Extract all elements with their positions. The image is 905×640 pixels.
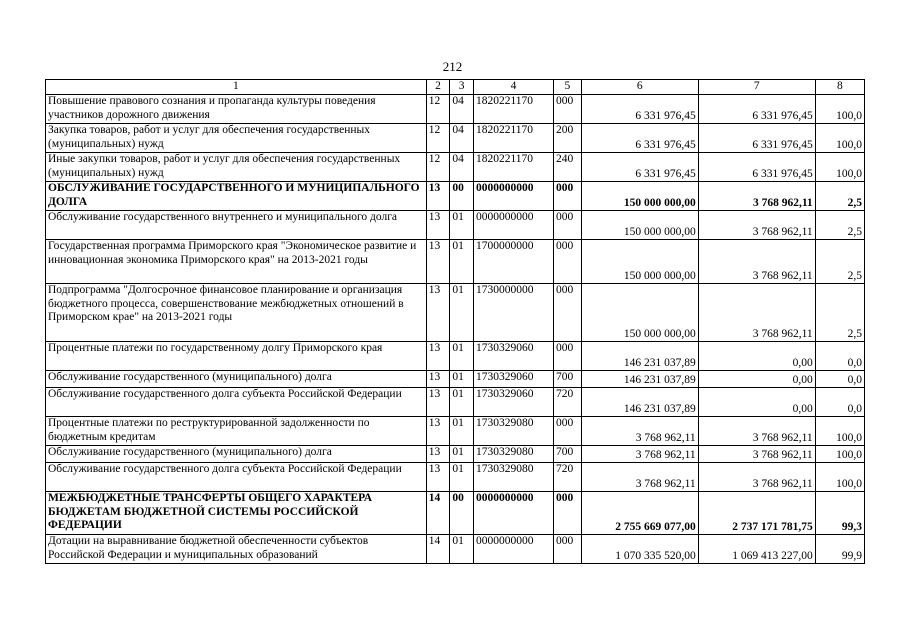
expense-type-cell: 000 bbox=[553, 492, 581, 535]
actual-amount-cell: 0,00 bbox=[698, 388, 815, 417]
section-code-cell: 14 bbox=[426, 535, 450, 564]
row-name-cell: Подпрограмма "Долгосрочное финансовое планирование и организация бюджетного процесса, совершенствование межбюджетных отношений в Приморском крае" на 2013-2021 годы bbox=[46, 284, 427, 342]
expense-type-cell: 000 bbox=[553, 211, 581, 240]
page-number: 212 bbox=[442, 59, 463, 74]
planned-amount-cell: 146 231 037,89 bbox=[581, 342, 698, 371]
planned-amount-cell: 6 331 976,45 bbox=[581, 124, 698, 153]
actual-amount-cell: 0,00 bbox=[698, 342, 815, 371]
actual-amount-cell: 3 768 962,11 bbox=[698, 417, 815, 446]
expense-type-cell: 200 bbox=[553, 124, 581, 153]
table-row bbox=[46, 446, 865, 463]
row-name-cell: ОБСЛУЖИВАНИЕ ГОСУДАРСТВЕННОГО И МУНИЦИПАЛЬНОГО ДОЛГА bbox=[46, 182, 427, 211]
table-row bbox=[46, 417, 865, 446]
target-article-cell: 1730329060 bbox=[473, 388, 553, 417]
execution-percent-cell: 100,0 bbox=[815, 417, 864, 446]
subsection-code-cell: 01 bbox=[450, 417, 474, 446]
execution-percent-cell: 2,5 bbox=[815, 182, 864, 211]
section-code-cell: 13 bbox=[426, 240, 450, 284]
planned-amount-cell: 3 768 962,11 bbox=[581, 463, 698, 492]
target-article-cell: 1730329060 bbox=[473, 342, 553, 371]
actual-amount-cell: 6 331 976,45 bbox=[698, 153, 815, 182]
actual-amount-cell: 6 331 976,45 bbox=[698, 124, 815, 153]
target-article-cell: 0000000000 bbox=[473, 535, 553, 564]
target-article-cell: 1820221170 bbox=[473, 153, 553, 182]
section-code-cell: 13 bbox=[426, 446, 450, 463]
section-code-cell: 13 bbox=[426, 417, 450, 446]
table-row bbox=[46, 388, 865, 417]
execution-percent-cell: 100,0 bbox=[815, 124, 864, 153]
execution-percent-cell: 100,0 bbox=[815, 153, 864, 182]
execution-percent-cell: 0,0 bbox=[815, 371, 864, 388]
planned-amount-cell: 2 755 669 077,00 bbox=[581, 492, 698, 535]
table-row bbox=[46, 371, 865, 388]
execution-percent-cell: 0,0 bbox=[815, 388, 864, 417]
execution-percent-cell: 100,0 bbox=[815, 463, 864, 492]
actual-amount-cell: 3 768 962,11 bbox=[698, 240, 815, 284]
subsection-code-cell: 04 bbox=[450, 95, 474, 124]
header-cell: 2 bbox=[426, 80, 450, 95]
target-article-cell: 1730329080 bbox=[473, 446, 553, 463]
planned-amount-cell: 3 768 962,11 bbox=[581, 446, 698, 463]
section-code-cell: 12 bbox=[426, 124, 450, 153]
subsection-code-cell: 00 bbox=[450, 492, 474, 535]
actual-amount-cell: 3 768 962,11 bbox=[698, 211, 815, 240]
planned-amount-cell: 150 000 000,00 bbox=[581, 240, 698, 284]
subsection-code-cell: 04 bbox=[450, 153, 474, 182]
table-row bbox=[46, 535, 865, 564]
row-name-cell: Иные закупки товаров, работ и услуг для обеспечения государственных (муниципальных) нужд bbox=[46, 153, 427, 182]
expense-type-cell: 700 bbox=[553, 371, 581, 388]
target-article-cell: 1730329080 bbox=[473, 417, 553, 446]
execution-percent-cell: 2,5 bbox=[815, 240, 864, 284]
target-article-cell: 1820221170 bbox=[473, 124, 553, 153]
planned-amount-cell: 6 331 976,45 bbox=[581, 95, 698, 124]
section-code-cell: 13 bbox=[426, 463, 450, 492]
planned-amount-cell: 150 000 000,00 bbox=[581, 211, 698, 240]
expense-type-cell: 720 bbox=[553, 463, 581, 492]
target-article-cell: 1730000000 bbox=[473, 284, 553, 342]
budget-table bbox=[45, 79, 865, 564]
header-cell: 4 bbox=[473, 80, 553, 95]
row-name-cell: МЕЖБЮДЖЕТНЫЕ ТРАНСФЕРТЫ ОБЩЕГО ХАРАКТЕРА БЮДЖЕТАМ БЮДЖЕТНОЙ СИСТЕМЫ РОССИЙСКОЙ ФЕДЕРАЦИИ bbox=[46, 492, 427, 535]
subsection-code-cell: 01 bbox=[450, 535, 474, 564]
section-code-cell: 14 bbox=[426, 492, 450, 535]
subsection-code-cell: 01 bbox=[450, 211, 474, 240]
subsection-code-cell: 04 bbox=[450, 124, 474, 153]
section-code-cell: 13 bbox=[426, 388, 450, 417]
execution-percent-cell: 100,0 bbox=[815, 95, 864, 124]
subsection-code-cell: 01 bbox=[450, 446, 474, 463]
table-row bbox=[46, 240, 865, 284]
planned-amount-cell: 150 000 000,00 bbox=[581, 284, 698, 342]
execution-percent-cell: 100,0 bbox=[815, 446, 864, 463]
subsection-code-cell: 01 bbox=[450, 240, 474, 284]
table-row bbox=[46, 284, 865, 342]
table-row bbox=[46, 124, 865, 153]
actual-amount-cell: 6 331 976,45 bbox=[698, 95, 815, 124]
execution-percent-cell: 0,0 bbox=[815, 342, 864, 371]
subsection-code-cell: 01 bbox=[450, 342, 474, 371]
expense-type-cell: 000 bbox=[553, 417, 581, 446]
section-code-cell: 12 bbox=[426, 95, 450, 124]
table-row bbox=[46, 342, 865, 371]
row-name-cell: Процентные платежи по государственному долгу Приморского края bbox=[46, 342, 427, 371]
header-cell: 5 bbox=[553, 80, 581, 95]
planned-amount-cell: 3 768 962,11 bbox=[581, 417, 698, 446]
budget-table-body bbox=[46, 80, 865, 564]
expense-type-cell: 000 bbox=[553, 240, 581, 284]
subsection-code-cell: 01 bbox=[450, 388, 474, 417]
planned-amount-cell: 146 231 037,89 bbox=[581, 388, 698, 417]
row-name-cell: Государственная программа Приморского края "Экономическое развитие и инновационная экономика Приморского края" на 2013-2021 годы bbox=[46, 240, 427, 284]
planned-amount-cell: 6 331 976,45 bbox=[581, 153, 698, 182]
execution-percent-cell: 99,9 bbox=[815, 535, 864, 564]
header-cell: 1 bbox=[46, 80, 427, 95]
section-code-cell: 13 bbox=[426, 182, 450, 211]
target-article-cell: 0000000000 bbox=[473, 211, 553, 240]
planned-amount-cell: 1 070 335 520,00 bbox=[581, 535, 698, 564]
expense-type-cell: 720 bbox=[553, 388, 581, 417]
actual-amount-cell: 3 768 962,11 bbox=[698, 182, 815, 211]
row-name-cell: Обслуживание государственного долга субъекта Российской Федерации bbox=[46, 388, 427, 417]
table-row bbox=[46, 211, 865, 240]
subsection-code-cell: 01 bbox=[450, 371, 474, 388]
header-cell: 7 bbox=[698, 80, 815, 95]
target-article-cell: 1730329060 bbox=[473, 371, 553, 388]
expense-type-cell: 000 bbox=[553, 284, 581, 342]
row-name-cell: Процентные платежи по реструктурированной задолженности по бюджетным кредитам bbox=[46, 417, 427, 446]
row-name-cell: Обслуживание государственного (муниципального) долга bbox=[46, 371, 427, 388]
planned-amount-cell: 150 000 000,00 bbox=[581, 182, 698, 211]
table-row bbox=[46, 182, 865, 211]
row-name-cell: Обслуживание государственного долга субъекта Российской Федерации bbox=[46, 463, 427, 492]
target-article-cell: 0000000000 bbox=[473, 492, 553, 535]
table-row bbox=[46, 95, 865, 124]
execution-percent-cell: 2,5 bbox=[815, 284, 864, 342]
expense-type-cell: 000 bbox=[553, 342, 581, 371]
actual-amount-cell: 3 768 962,11 bbox=[698, 284, 815, 342]
row-name-cell: Закупка товаров, работ и услуг для обеспечения государственных (муниципальных) нужд bbox=[46, 124, 427, 153]
row-name-cell: Повышение правового сознания и пропаганда культуры поведения участников дорожного движения bbox=[46, 95, 427, 124]
actual-amount-cell: 0,00 bbox=[698, 371, 815, 388]
subsection-code-cell: 00 bbox=[450, 182, 474, 211]
table-row bbox=[46, 463, 865, 492]
execution-percent-cell: 99,3 bbox=[815, 492, 864, 535]
expense-type-cell: 700 bbox=[553, 446, 581, 463]
header-cell: 8 bbox=[815, 80, 864, 95]
actual-amount-cell: 1 069 413 227,00 bbox=[698, 535, 815, 564]
header-cell: 3 bbox=[450, 80, 474, 95]
row-name-cell: Обслуживание государственного внутреннего и муниципального долга bbox=[46, 211, 427, 240]
row-name-cell: Обслуживание государственного (муниципального) долга bbox=[46, 446, 427, 463]
expense-type-cell: 240 bbox=[553, 153, 581, 182]
target-article-cell: 0000000000 bbox=[473, 182, 553, 211]
actual-amount-cell: 2 737 171 781,75 bbox=[698, 492, 815, 535]
subsection-code-cell: 01 bbox=[450, 463, 474, 492]
table-row bbox=[46, 153, 865, 182]
expense-type-cell: 000 bbox=[553, 95, 581, 124]
section-code-cell: 13 bbox=[426, 284, 450, 342]
actual-amount-cell: 3 768 962,11 bbox=[698, 446, 815, 463]
section-code-cell: 13 bbox=[426, 371, 450, 388]
section-code-cell: 12 bbox=[426, 153, 450, 182]
target-article-cell: 1700000000 bbox=[473, 240, 553, 284]
section-code-cell: 13 bbox=[426, 211, 450, 240]
planned-amount-cell: 146 231 037,89 bbox=[581, 371, 698, 388]
section-code-cell: 13 bbox=[426, 342, 450, 371]
header-row bbox=[46, 80, 865, 95]
target-article-cell: 1820221170 bbox=[473, 95, 553, 124]
expense-type-cell: 000 bbox=[553, 535, 581, 564]
table-row bbox=[46, 492, 865, 535]
row-name-cell: Дотации на выравнивание бюджетной обеспеченности субъектов Российской Федерации и муниципальных образований bbox=[46, 535, 427, 564]
target-article-cell: 1730329080 bbox=[473, 463, 553, 492]
subsection-code-cell: 01 bbox=[450, 284, 474, 342]
header-cell: 6 bbox=[581, 80, 698, 95]
actual-amount-cell: 3 768 962,11 bbox=[698, 463, 815, 492]
expense-type-cell: 000 bbox=[553, 182, 581, 211]
execution-percent-cell: 2,5 bbox=[815, 211, 864, 240]
